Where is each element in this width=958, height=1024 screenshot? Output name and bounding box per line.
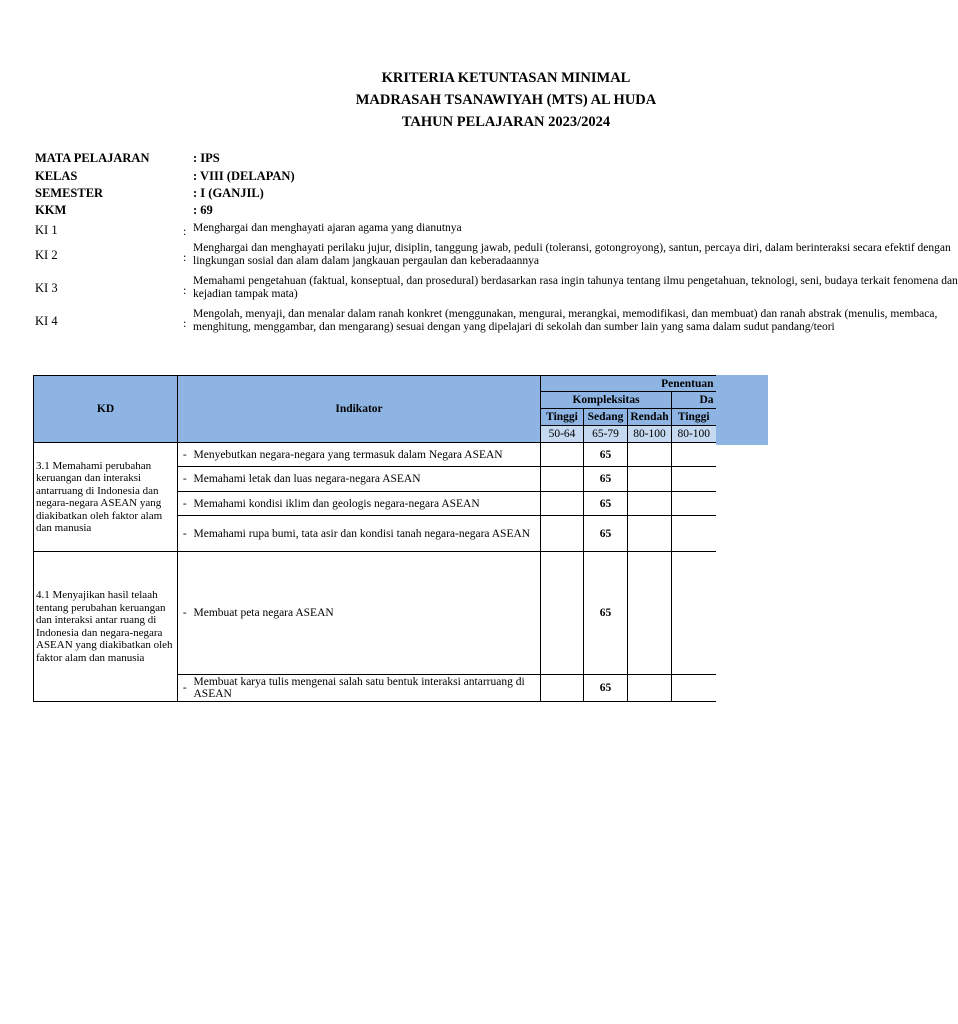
ki-text-line1: Menghargai dan menghayati ajaran agama yang dianutnya [193, 222, 462, 234]
meta-value: : I (GANJIL) [193, 186, 264, 200]
ki-text-line2: menghitung, menggambar, dan mengarang) sesuai dengan yang dipelajari di sekolah dan sumber lain yang sama dalam sudut pandang/teori [193, 321, 835, 333]
header-kompleksitas: Kompleksitas [541, 392, 672, 409]
ki-key: KI 1 [35, 223, 58, 237]
meta-key: SEMESTER [35, 186, 104, 200]
ki-text-line2: kejadian tampak mata) [193, 288, 298, 300]
daya-dukung-cell [672, 516, 716, 552]
header-tinggi-2: Tinggi [672, 409, 716, 426]
rendah-cell [628, 516, 672, 552]
indikator-cell: Memahami rupa bumi, tata asir dan kondisi tanah negara-negara ASEAN [192, 516, 541, 552]
ki-colon: : [183, 224, 187, 238]
header-rendah: Rendah [628, 409, 672, 426]
rendah-cell [628, 492, 672, 516]
tinggi-cell [541, 492, 584, 516]
daya-dukung-cell [672, 492, 716, 516]
header-fill-extension [716, 375, 768, 445]
header-kd: KD [34, 376, 178, 443]
indikator-cell: Membuat karya tulis mengenai salah satu bentuk interaksi antarruang di ASEAN [192, 675, 541, 702]
meta-key: KELAS [35, 169, 78, 183]
rendah-cell [628, 675, 672, 702]
range-sedang: 65-79 [584, 426, 628, 443]
meta-value: : VIII (DELAPAN) [193, 169, 295, 183]
document-title-line3: TAHUN PELAJARAN 2023/2024 [401, 114, 611, 130]
ki-text-line1: Memahami pengetahuan (faktual, konseptual, dan prosedural) berdasarkan rasa ingin tahunya tentang ilmu pengetahuan, teknologi, seni, budaya terkait fenomena dan [193, 275, 958, 287]
ki-colon: : [183, 316, 187, 330]
rendah-cell [628, 467, 672, 492]
meta-key: MATA PELAJARAN [35, 151, 150, 165]
tinggi-cell [541, 516, 584, 552]
document-title-line2: MADRASAH TSANAWIYAH (MTS) AL HUDA [355, 92, 657, 108]
header-tinggi: Tinggi [541, 409, 584, 426]
tinggi-cell [541, 443, 584, 467]
meta-value: : 69 [193, 203, 213, 217]
sedang-cell: 65 [584, 552, 628, 675]
range-rendah: 80-100 [628, 426, 672, 443]
kkm-table [33, 375, 716, 702]
meta-key: KKM [35, 203, 67, 217]
sedang-cell: 65 [584, 516, 628, 552]
header-indikator: Indikator [178, 376, 541, 443]
row-dash: - [178, 516, 192, 552]
tinggi-cell [541, 552, 584, 675]
ki-key: KI 2 [35, 248, 58, 262]
ki-colon: : [183, 250, 187, 264]
rendah-cell [628, 443, 672, 467]
ki-text-line2: lingkungan sosial dan alam dalam jangkauan pergaulan dan keberadaannya [193, 255, 539, 267]
table-row [34, 552, 716, 675]
sedang-cell: 65 [584, 467, 628, 492]
ki-key: KI 3 [35, 281, 58, 295]
sedang-cell: 65 [584, 492, 628, 516]
indikator-cell: Menyebutkan negara-negara yang termasuk dalam Negara ASEAN [192, 443, 541, 467]
ki-row-4 [35, 308, 938, 336]
kd-cell-3-1: 3.1 Memahami perubahan keruangan dan interaksi antarruang di Indonesia dan negara-negara ASEAN yang diakibatkan oleh faktor alam dan manusia [34, 443, 178, 552]
sedang-cell: 65 [584, 443, 628, 467]
row-dash: - [178, 467, 192, 492]
ki-key: KI 4 [35, 314, 58, 328]
row-dash: - [178, 492, 192, 516]
range-tinggi: 50-64 [541, 426, 584, 443]
sedang-cell: 65 [584, 675, 628, 702]
ki-row-3 [35, 275, 958, 303]
daya-dukung-cell [672, 675, 716, 702]
header-row-1 [34, 376, 716, 392]
daya-dukung-cell [672, 443, 716, 467]
tinggi-cell [541, 675, 584, 702]
document-title-line1: KRITERIA KETUNTASAN MINIMAL [381, 70, 631, 86]
meta-value: : IPS [193, 151, 220, 165]
ki-row-2 [35, 242, 951, 270]
row-dash: - [178, 675, 192, 702]
rendah-cell [628, 552, 672, 675]
indikator-cell: Memahami kondisi iklim dan geologis negara-negara ASEAN [192, 492, 541, 516]
daya-dukung-cell [672, 467, 716, 492]
header-penentuan: Penentuan [541, 376, 716, 392]
ki-row-1 [35, 222, 735, 238]
kd-cell-4-1: 4.1 Menyajikan hasil telaah tentang perubahan keruangan dan interaksi antar ruang di Indonesia dan negara-negara ASEAN yang diakibatkan oleh faktor alam dan manusia [34, 552, 178, 702]
daya-dukung-cell [672, 552, 716, 675]
range-tinggi-2: 80-100 [672, 426, 716, 443]
indikator-cell: Membuat peta negara ASEAN [192, 552, 541, 675]
ki-text-line1: Mengolah, menyaji, dan menalar dalam ranah konkret (menggunakan, mengurai, merangkai, memodifikasi, dan membuat) dan ranah abstrak (menulis, membaca, [193, 308, 938, 320]
row-dash: - [178, 552, 192, 675]
indikator-cell: Memahami letak dan luas negara-negara ASEAN [192, 467, 541, 492]
table-row [34, 443, 716, 467]
ki-colon: : [183, 283, 187, 297]
header-daya-dukung: Da [672, 392, 716, 409]
ki-text-line1: Menghargai dan menghayati perilaku jujur, disiplin, tanggung jawab, peduli (toleransi, gotongroyong), santun, percaya diri, dalam berinteraksi secara efektif dengan [193, 242, 951, 254]
row-dash: - [178, 443, 192, 467]
tinggi-cell [541, 467, 584, 492]
header-sedang: Sedang [584, 409, 628, 426]
